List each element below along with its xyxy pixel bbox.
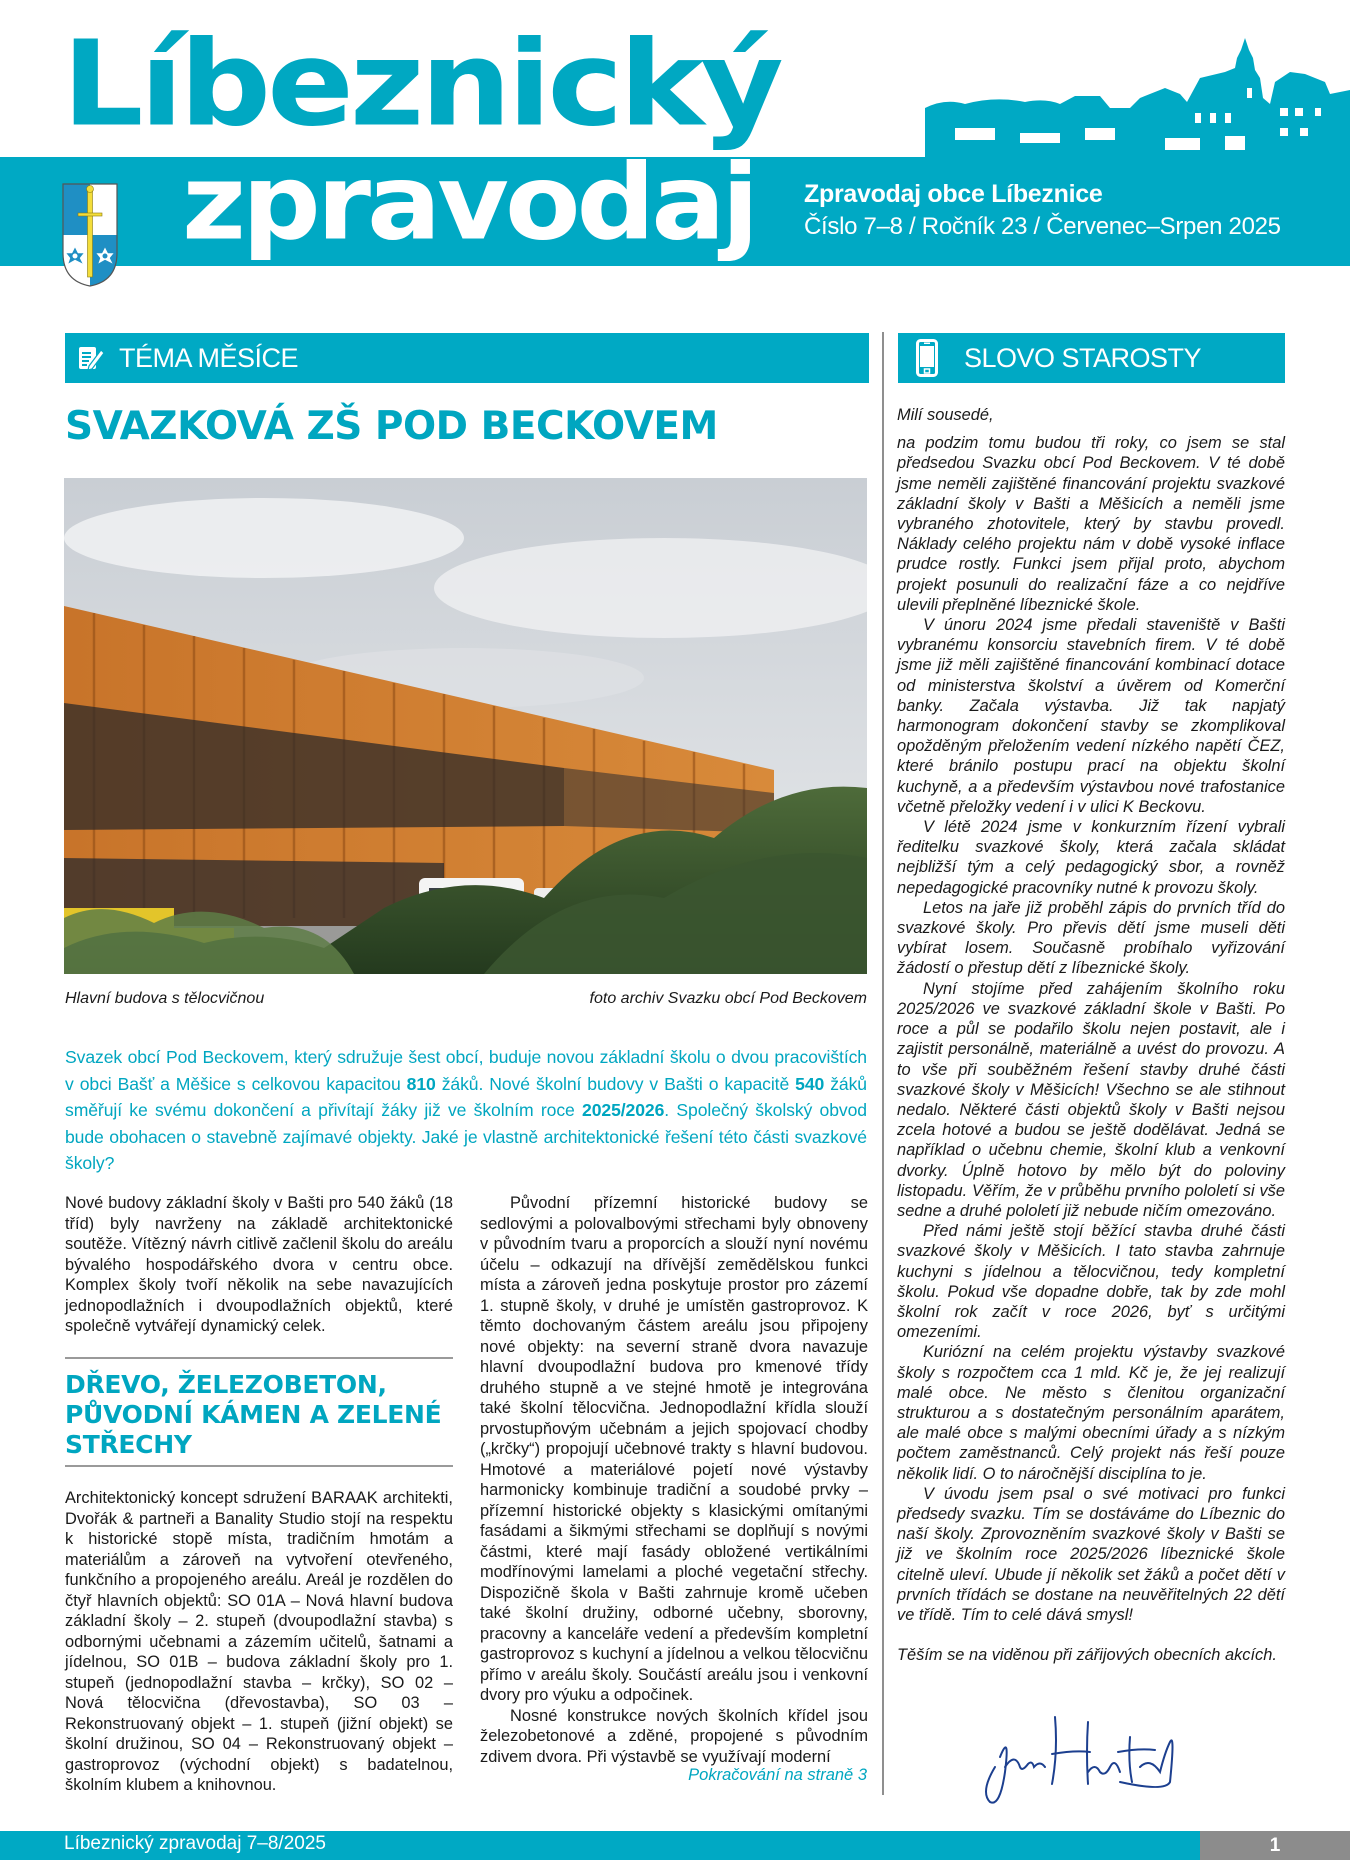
photo-credit: foto archiv Svazku obcí Pod Beckovem bbox=[589, 990, 867, 1007]
letter-paragraph: Před námi ještě stojí běžící stavba druhé části svazkové školy v Měšicích. I tato stavba zahrnuje kuchyni s jídelnou a tělocvičnou, tedy kompletní školu. Pokud vše dopadne dobře, tak by zde mohl školní rok začít v roce 2026, byť s určitými omezeními. bbox=[897, 1222, 1285, 1342]
village-skyline-icon bbox=[925, 38, 1350, 158]
article-lead: Svazek obcí Pod Beckovem, který sdružuje šest obcí, buduje novou základní školu o dvou pracovištích v obci Bašť a Měšice s celkovou kapacitou 810 žáků. Nové školní budovy v Bašti o kapacitě 540 žáků směřují ke svému dokončení a přivítají žáky již ve školním roce 2025/2026. Společný školský obvod bude obohacen o stavebně zajímavé objekty. Jaké je vlastně architektonické řešení této části svazkové školy? bbox=[65, 1047, 867, 1173]
letter-paragraph: Kuriózní na celém projektu výstavby svazkové školy s rozpočtem cca 1 mld. Kč je, že jej realizují malé obce. Ne město s členitou organizační strukturou a s dostatečným personálním aparátem, ale malé obce s malými obecními úřady a s nízkým počtem zaměstnanců. Celý projekt nás řeší pouze několik lidí. O to náročnější disciplína to je. bbox=[897, 1343, 1285, 1483]
section-header-slovo-starosty bbox=[898, 333, 1285, 383]
masthead-title: Líbeznický bbox=[62, 15, 780, 153]
paragraph: Architektonický koncept sdružení BARAAK architekti, Dvořák & partneři a Banality Studio stojí na respektu k historické stopě místa, tradičním hmotám a materiálům a zároveň na vytvoření otevřeného, funkčního a propojeného areálu. Areál je rozdělen do čtyř hlavních objektů: SO 01A – Nová hlavní budova základní školy – 2. stupeň (dvoupodlažní stavba) s odbornými učebnami a zázemím učitelů, šatnami a jídelnou, SO 01B – budova základní školy pro 1. stupeň (jednopodlažní stavba – krčky), SO 02 – Nová tělocvična (dřevostavba), SO 03 – Rekonstruovaný objekt – 1. stupeň (jižní objekt) se školní družinou, SO 04 – Rekonstruovaný objekt – gastroprovoz (východní objekt) s badatelnou, školním klubem a knihovnou. bbox=[65, 1489, 453, 1794]
letter-paragraph: na podzim tomu budou tři roky, co jsem se stal předsedou Svazku obcí Pod Beckovem. V té době jsme neměli zajištěné financování projektu svazkové základní školy v Bašti a Měšicích a neměli jsme vybraného zhotovitele, který by stavbu provedl. Náklady celého projektu nám v době vysoké inflace prudce rostly. Funkci jsem přijal proto, abychom projekt posunuli do realizační fáze a co nejdříve ulevili přeplněné líbeznické škole. bbox=[897, 434, 1285, 614]
letter-paragraph: Nyní stojíme před zahájením školního roku 2025/2026 ve svazkové základní škole v Bašti. Po roce a půl se podařilo školu nejen postavit, ale i zajistit personálně, materiálně a uvést do provozu. A to vše při souběžném řešení stavby druhé části svazkové školy v Měšicích! Všechno se ale stihnout nedalo. Některé části objektů školy v Bašti nejsou zcela hotové a budou se ještě dodělávat. Jedná se například o učebnu chemie, školní klub a venkovní dvorky. Úplně hotovo by mělo být do poloviny listopadu. Věřím, že v průběhu prvního pololetí si vše sedne a druhé pololetí již nebude ničím omezováno. bbox=[897, 979, 1285, 1220]
column-divider bbox=[882, 332, 884, 1795]
masthead-tagline bbox=[804, 180, 1281, 241]
continued-on-page-link[interactable]: Pokračování na straně 3 bbox=[688, 1766, 867, 1784]
letter-paragraph: V únoru 2024 jsme předali staveniště v Bašti vybranému konsorciu stavebních firem. V té době jsme již měli zajištěné financování kombinací dotace od ministerstva školství a úvěrem od Komerční banky. Začala výstavba. Již tak napjatý harmonogram dokončení stavby se zkomplikoval opožděným přeložením vedení nízkého napětí ČEZ, které bránilo postupu prací na objektu školní kuchyně, a a především výstavbou nové trafostanice včetně přeložky vedení i v ulici K Beckovu. bbox=[897, 616, 1285, 816]
section-header-tema-mesice bbox=[65, 333, 869, 383]
school-building-photo bbox=[64, 478, 867, 974]
issue-info: Číslo 7–8 / Ročník 23 / Červenec–Srpen 2025 bbox=[804, 213, 1281, 240]
paragraph: Nosné konstrukce nových školních křídel jsou železobetonové a zděné, propojené s původním zdivem dvora. Při výstavbě se využívají moderní bbox=[480, 1706, 868, 1766]
paragraph: Původní přízemní historické budovy se sedlovými a polovalbovými střechami byly obnoveny v původním tvaru a proporcích a slouží nyní novému účelu – odkazují na dřívější zemědělskou funkci místa a zároveň jedna poskytuje prostor pro zázemí 1. stupně školy, v druhé je umístěn gastroprovoz. K těmto dochovaným částem areálu jsou připojeny nové objekty: na severní straně dvora navazuje hlavní dvoupodlažní budova pro kmenové třídy druhého stupně a ve stejné hmotě je integrována také školní tělocvična. Jednopodlažní křídla slouží prvostupňovým učebnám a jejich spojovací chodby („krčky“) propojují učebnové trakty s hlavní budovou. Hmotové a materiálové pojetí nové výstavby harmonicky kombinuje tradiční a soudobé prvky – přízemní historické objekty s klasickými omítanými fasádami a šikmými střechami se doplňují s novými částmi, které mají fasády obložené vertikálními modřínovými lamelami a ploché vegetační střechy. Dispozičně škola v Bašti zahrnuje kromě učeben také školní družiny, odborné učebny, sborovny, pracovny a kanceláře vedení a především kompletní gastroprovoz s kuchyní a jídelnou a velkou tělocvičnu přímo v areálu školy. Součástí areálu jsou i venkovní dvory pro výuku a odpočinek. bbox=[480, 1194, 868, 1704]
mayor-letter bbox=[897, 405, 1285, 1665]
page-number: 1 bbox=[1200, 1831, 1350, 1860]
masthead-subtitle: zpravodaj bbox=[182, 141, 756, 264]
letter-paragraph: Letos na jaře již proběhl zápis do prvních tříd do svazkové školy. Pro převis dětí jsme museli děti vybírat losem. Současně probíhalo vyřizování žádostí o přestup dětí z líbeznické školy. bbox=[897, 898, 1285, 978]
section-rule bbox=[65, 1465, 453, 1467]
signature-icon bbox=[970, 1712, 1210, 1817]
paragraph: Nové budovy základní školy v Bašti pro 540 žáků (18 tříd) byly navrženy na základě architektonické soutěže. Vítězný návrh citlivě začlenil školu do areálu bývalého hospodářského dvora v centru obce. Komplex školy tvoří několik na sebe navazujících jednopodlažních i dvoupodlažních objektů, které společně vytvářejí dynamický celek. bbox=[65, 1194, 453, 1335]
newsletter-name: Zpravodaj obce Líbeznice bbox=[804, 180, 1103, 208]
smartphone-icon bbox=[916, 339, 938, 377]
coat-of-arms-icon bbox=[62, 183, 118, 287]
notepad-pencil-icon bbox=[77, 344, 105, 372]
photo-caption: Hlavní budova s tělocvičnou bbox=[65, 990, 265, 1007]
article-body-col-1 bbox=[65, 1193, 453, 1337]
letter-paragraph: V úvodu jsem psal o své motivaci pro funkci předsedy svazku. Tím se dostáváme do Líbeznic do naší školy. Zprovozněním svazkové školy v Bašti se již ve školním roce 2025/2026 líbeznické škole citelně uleví. Ubude jí několik set žáků a počet dětí v prvních třídách se dostane na neuvěřitelných 22 dětí ve třídě. Tím to celé dává smysl! bbox=[897, 1484, 1285, 1624]
article-body-col-1b bbox=[65, 1488, 453, 1796]
letter-paragraph: V létě 2024 jsme v konkurzním řízení vybrali ředitelku svazkové školy, která začala skládat nejbližší tým a celý pedagogický sbor, a rovněž nepedagogické pracovníky nutné k provozu školy. bbox=[897, 818, 1285, 897]
letter-closing: Těším se na viděnou při zářijových obecních akcích. bbox=[897, 1646, 1277, 1665]
article-body-col-2 bbox=[480, 1193, 868, 1767]
letter-greeting: Milí sousedé, bbox=[897, 406, 994, 424]
article-title: SVAZKOVÁ ZŠ POD BECKOVEM bbox=[65, 404, 718, 449]
section-header-label: SLOVO STAROSTY bbox=[964, 342, 1202, 373]
footer-publication-title: Líbeznický zpravodaj 7–8/2025 bbox=[64, 1833, 326, 1854]
section-header-label: TÉMA MĚSÍCE bbox=[119, 342, 299, 373]
subheading: DŘEVO, ŽELEZOBETON, PŮVODNÍ KÁMEN A ZELENÉ STŘECHY bbox=[65, 1370, 442, 1459]
section-rule bbox=[65, 1357, 453, 1359]
